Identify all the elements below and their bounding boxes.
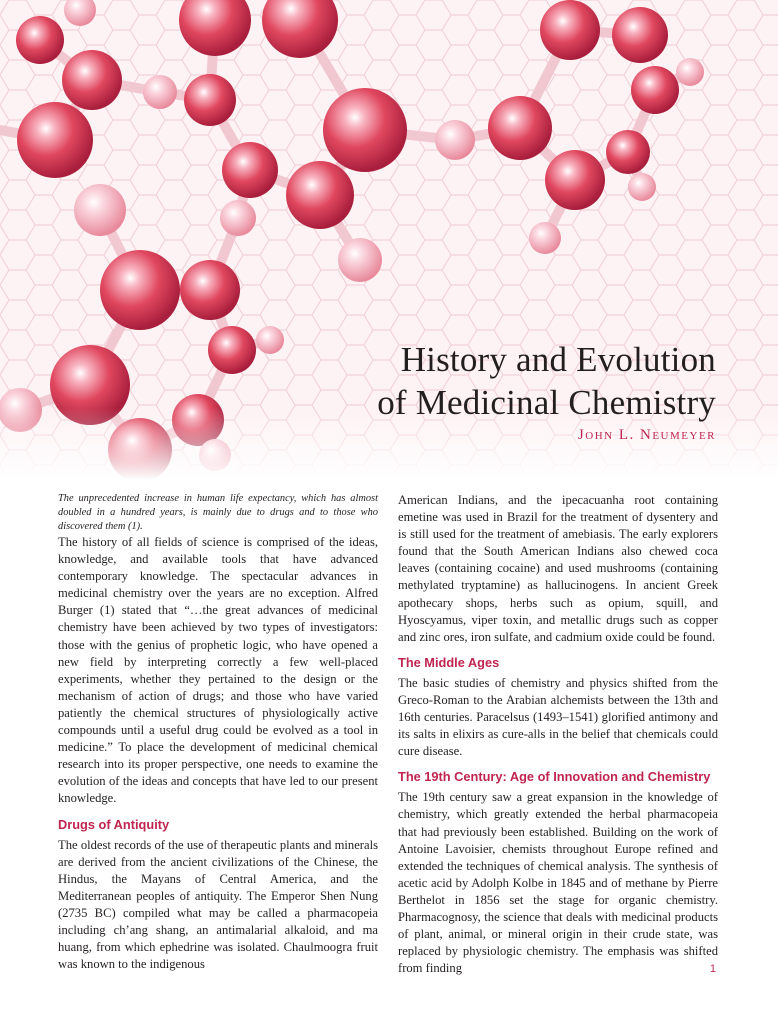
paragraph-drugs-of-antiquity: The oldest records of the use of therapeutic plants and minerals are derived from the ancient civilizations of the Chinese, the Hindus, the Mayans of Central America, and the Mediterranean peoples of antiquity. The Emperor Shen Nung (2735 BC) compiled what may be called a pharmacopeia including ch’ang shang, an antimalarial alkaloid, and ma huang, from which ephedrine was isolated. Chaulmoogra fruit was known to the indigenous: [58, 837, 378, 972]
paragraph-middle-ages: The basic studies of chemistry and physics shifted from the Greco-Roman to the Arabian alchemists between the 13th and 16th centuries. Paracelsus (1493–1541) glorified antimony and its salts in elixirs as cure-alls in the belief that chemicals could cure disease.: [398, 675, 718, 759]
page-number: 1: [709, 963, 716, 975]
author-name: John L. Neumeyer: [577, 427, 716, 443]
paragraph-19th-century: The 19th century saw a great expansion in the knowledge of chemistry, which greatly extended the herbal pharmacopeia that had previously been established. Building on the work of Antoine Lavoisier, chemists throughout Europe refined and extended the techniques of chemical analysis. The synthesis of acetic acid by Adolph Kolbe in 1845 and of methane by Pierre Berthelot in 1856 set the stage for organic chemistry. Pharmacognosy, the science that deals with medicinal products of plant, animal, or mineral origin in their crude state, was replaced by physiologic chemistry. The emphasis was shifted from finding: [398, 790, 718, 976]
right-column: [398, 492, 718, 977]
title-line-2: of Medicinal Chemistry: [377, 383, 716, 422]
section-heading-19th-century: The 19th Century: Age of Innovation and Chemistry: [398, 769, 711, 785]
epigraph: The unprecedented increase in human life expectancy, which has almost doubled in a hundred years, is mainly due to drugs and to those who discovered them (1).: [58, 493, 378, 532]
title-line-1: History and Evolution: [400, 340, 716, 379]
article-title: [377, 338, 716, 424]
paragraph-continued: American Indians, and the ipecacuanha root containing emetine was used in Brazil for the treatment of dysentery and is still used for the treatment of amebiasis. The early explorers found that the South American Indians also chewed coca leaves (containing cocaine) and used mushrooms (containing methylated tryptamine) as hallucinogens. In ancient Greek apothecary shops, herbs such as opium, squill, and Hyoscyamus, viper toxin, and metallic drugs such as copper and zinc ores, iron sulfate, and cadmium oxide could be found.: [398, 493, 718, 644]
section-heading-middle-ages: The Middle Ages: [398, 654, 500, 670]
section-heading-drugs-of-antiquity: Drugs of Antiquity: [58, 816, 170, 832]
intro-paragraph: The history of all fields of science is comprised of the ideas, knowledge, and available tools that have advanced contemporary knowledge. The spectacular advances in medicinal chemistry over the years are no exception. Alfred Burger (1) stated that “…the great advances of medicinal chemistry have been achieved by two types of investigators: those with the genius of prophetic logic, who have opened a new field by interpreting correctly a few well-placed experiments, whether they pertained to the design or the mechanism of action of drugs; and those who have varied patiently the chemical structures of physiologically active compounds until a useful drug could be evolved as a tool in medicine.” To place the development of medicinal chemical research into its proper perspective, one needs to examine the evolution of the ideas and concepts that have led to our present knowledge.: [58, 535, 378, 806]
left-column: [58, 492, 378, 973]
